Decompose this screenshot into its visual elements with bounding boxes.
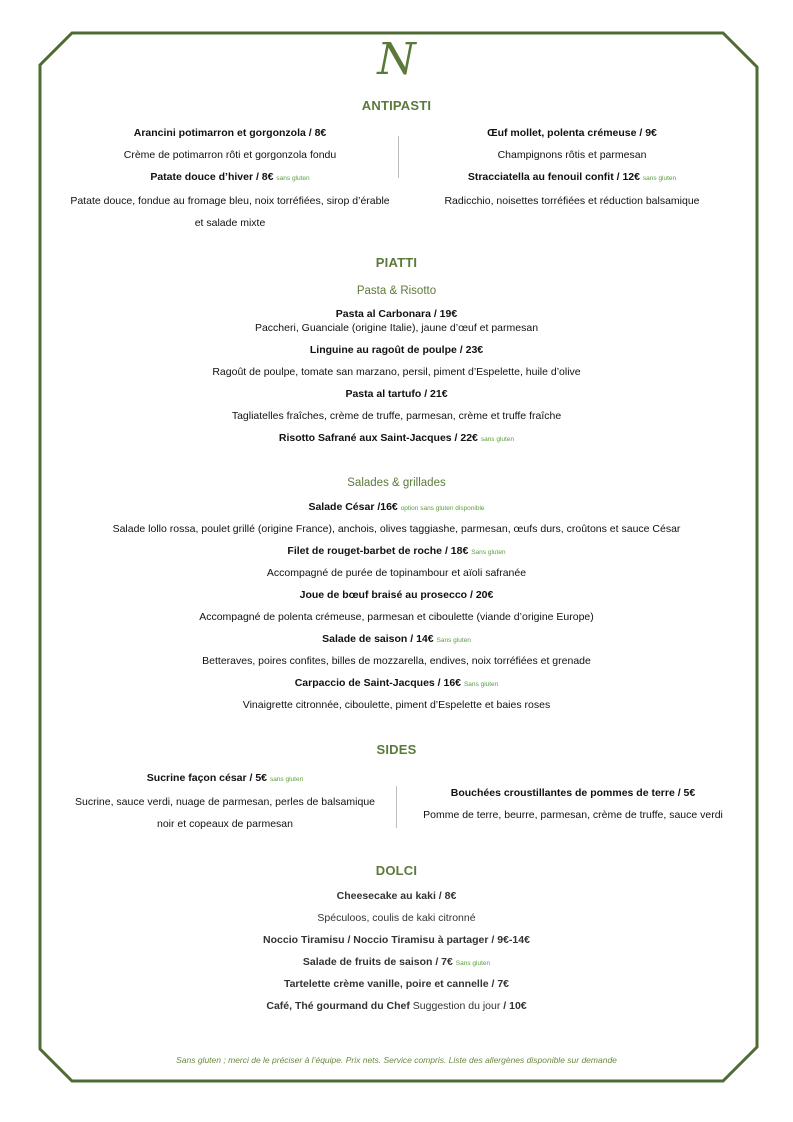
dish-suggestion: Suggestion du jour <box>409 1000 504 1012</box>
dish-description-continued: et salade mixte <box>194 217 266 229</box>
dietary-tag: Sans gluten <box>455 960 491 967</box>
dish-name: Patate douce d’hiver / 8€ sans gluten <box>150 171 310 183</box>
antipasti-right-column <box>400 122 744 212</box>
dish-description: Spéculoos, coulis de kaki citronné <box>317 912 476 924</box>
dish-name: Tartelette crème vanille, poire et cannelle / 7€ <box>283 978 510 990</box>
dish-name: Bouchées croustillantes de pommes de terre / 5€ <box>450 787 696 799</box>
dish-name: Risotto Safrané aux Saint-Jacques / 22€ sans gluten <box>278 432 515 444</box>
dish-description-continued: noir et copeaux de parmesan <box>156 818 293 830</box>
sides-left-column <box>40 767 410 835</box>
dish-description: Sucrine, sauce verdi, nuage de parmesan, perles de balsamique <box>74 796 375 808</box>
dish-name: Pasta al tartufo / 21€ <box>345 388 448 400</box>
section-title-antipasti: ANTIPASTI <box>361 98 432 113</box>
dish-description: Vinaigrette citronnée, ciboulette, piment d’Espelette et baies roses <box>242 699 551 711</box>
dish-description: Champignons rôtis et parmesan <box>497 149 647 161</box>
restaurant-logo: N <box>377 34 416 85</box>
dish-description: Accompagné de polenta crémeuse, parmesan et ciboulette (viande d’origine Europe) <box>199 611 594 623</box>
dish-description: Crème de potimarron rôti et gorgonzola fondu <box>123 149 337 161</box>
dish-description: Accompagné de purée de topinambour et aïoli safranée <box>266 567 527 579</box>
dietary-tag: sans gluten <box>642 175 677 182</box>
dietary-tag: sans gluten <box>480 436 515 443</box>
section-title-sides: SIDES <box>376 742 417 757</box>
dietary-tag: option sans gluten disponible <box>400 505 485 512</box>
dish-description: Radicchio, noisettes torréfiées et réduction balsamique <box>444 195 700 207</box>
dish-name: Cheesecake au kaki / 8€ <box>336 890 457 902</box>
section-title-dolci: DOLCI <box>375 863 418 878</box>
subsection-title-salades: Salades & grillades <box>347 477 446 489</box>
dish-name: Noccio Tiramisu / Noccio Tiramisu à partager / 9€-14€ <box>263 934 530 946</box>
dish-description: Salade lollo rossa, poulet grillé (origine France), anchois, olives taggiashe, parmesan, œufs durs, croûtons et sauce César <box>112 523 681 535</box>
dish-name: Linguine au ragoût de poulpe / 23€ <box>309 344 484 356</box>
footer-note: Sans gluten ; merci de le préciser à l’équipe. Prix nets. Service compris. Liste des allergènes disponible sur demande <box>176 1055 617 1065</box>
column-divider <box>398 136 399 178</box>
dish-name: Salade de fruits de saison / 7€ Sans gluten <box>302 956 491 968</box>
dish-name: Salade César /16€ option sans gluten disponible <box>308 501 485 513</box>
dietary-tag: Sans gluten <box>436 637 471 644</box>
dish-description: Pomme de terre, beurre, parmesan, crème de truffe, sauce verdi <box>423 809 723 821</box>
dish-name: Salade de saison / 14€ Sans gluten <box>322 633 471 645</box>
dietary-tag: sans gluten <box>276 175 310 182</box>
subsection-title-pasta: Pasta & Risotto <box>356 285 437 297</box>
column-divider <box>396 786 397 828</box>
dish-description: Patate douce, fondue au fromage bleu, noix torréfiées, sirop d’érable <box>70 195 390 207</box>
antipasti-left-column <box>40 122 420 234</box>
dish-description: Ragoût de poulpe, tomate san marzano, persil, piment d’Espelette, huile d’olive <box>212 366 581 378</box>
dietary-tag: Sans gluten <box>471 549 506 556</box>
dietary-tag: sans gluten <box>269 776 304 783</box>
dish-name: Stracciatella au fenouil confit / 12€ sans gluten <box>467 171 677 183</box>
section-title-piatti: PIATTI <box>375 255 418 270</box>
dish-description: Tagliatelles fraîches, crème de truffe, parmesan, crème et truffe fraîche <box>231 410 562 422</box>
dish-name: Café, Thé gourmand du Chef Suggestion du jour / 10€ <box>266 1000 527 1012</box>
dish-name: Joue de bœuf braisé au prosecco / 20€ <box>299 589 494 601</box>
dish-name: Carpaccio de Saint-Jacques / 16€ Sans gluten <box>294 677 499 689</box>
dish-name: Sucrine façon césar / 5€ sans gluten <box>146 772 304 784</box>
dish-name: Pasta al Carbonara / 19€ <box>335 308 458 320</box>
sides-right-column <box>398 782 748 826</box>
dish-name: Œuf mollet, polenta crémeuse / 9€ <box>487 127 657 139</box>
dish-description: Paccheri, Guanciale (origine Italie), jaune d’œuf et parmesan <box>254 322 539 334</box>
dish-description: Betteraves, poires confites, billes de mozzarella, endives, noix torréfiées et grenade <box>202 655 591 667</box>
dish-name: Arancini potimarron et gorgonzola / 8€ <box>133 127 327 139</box>
dietary-tag: Sans gluten <box>463 681 499 688</box>
dish-name: Filet de rouget-barbet de roche / 18€ Sans gluten <box>287 545 506 557</box>
